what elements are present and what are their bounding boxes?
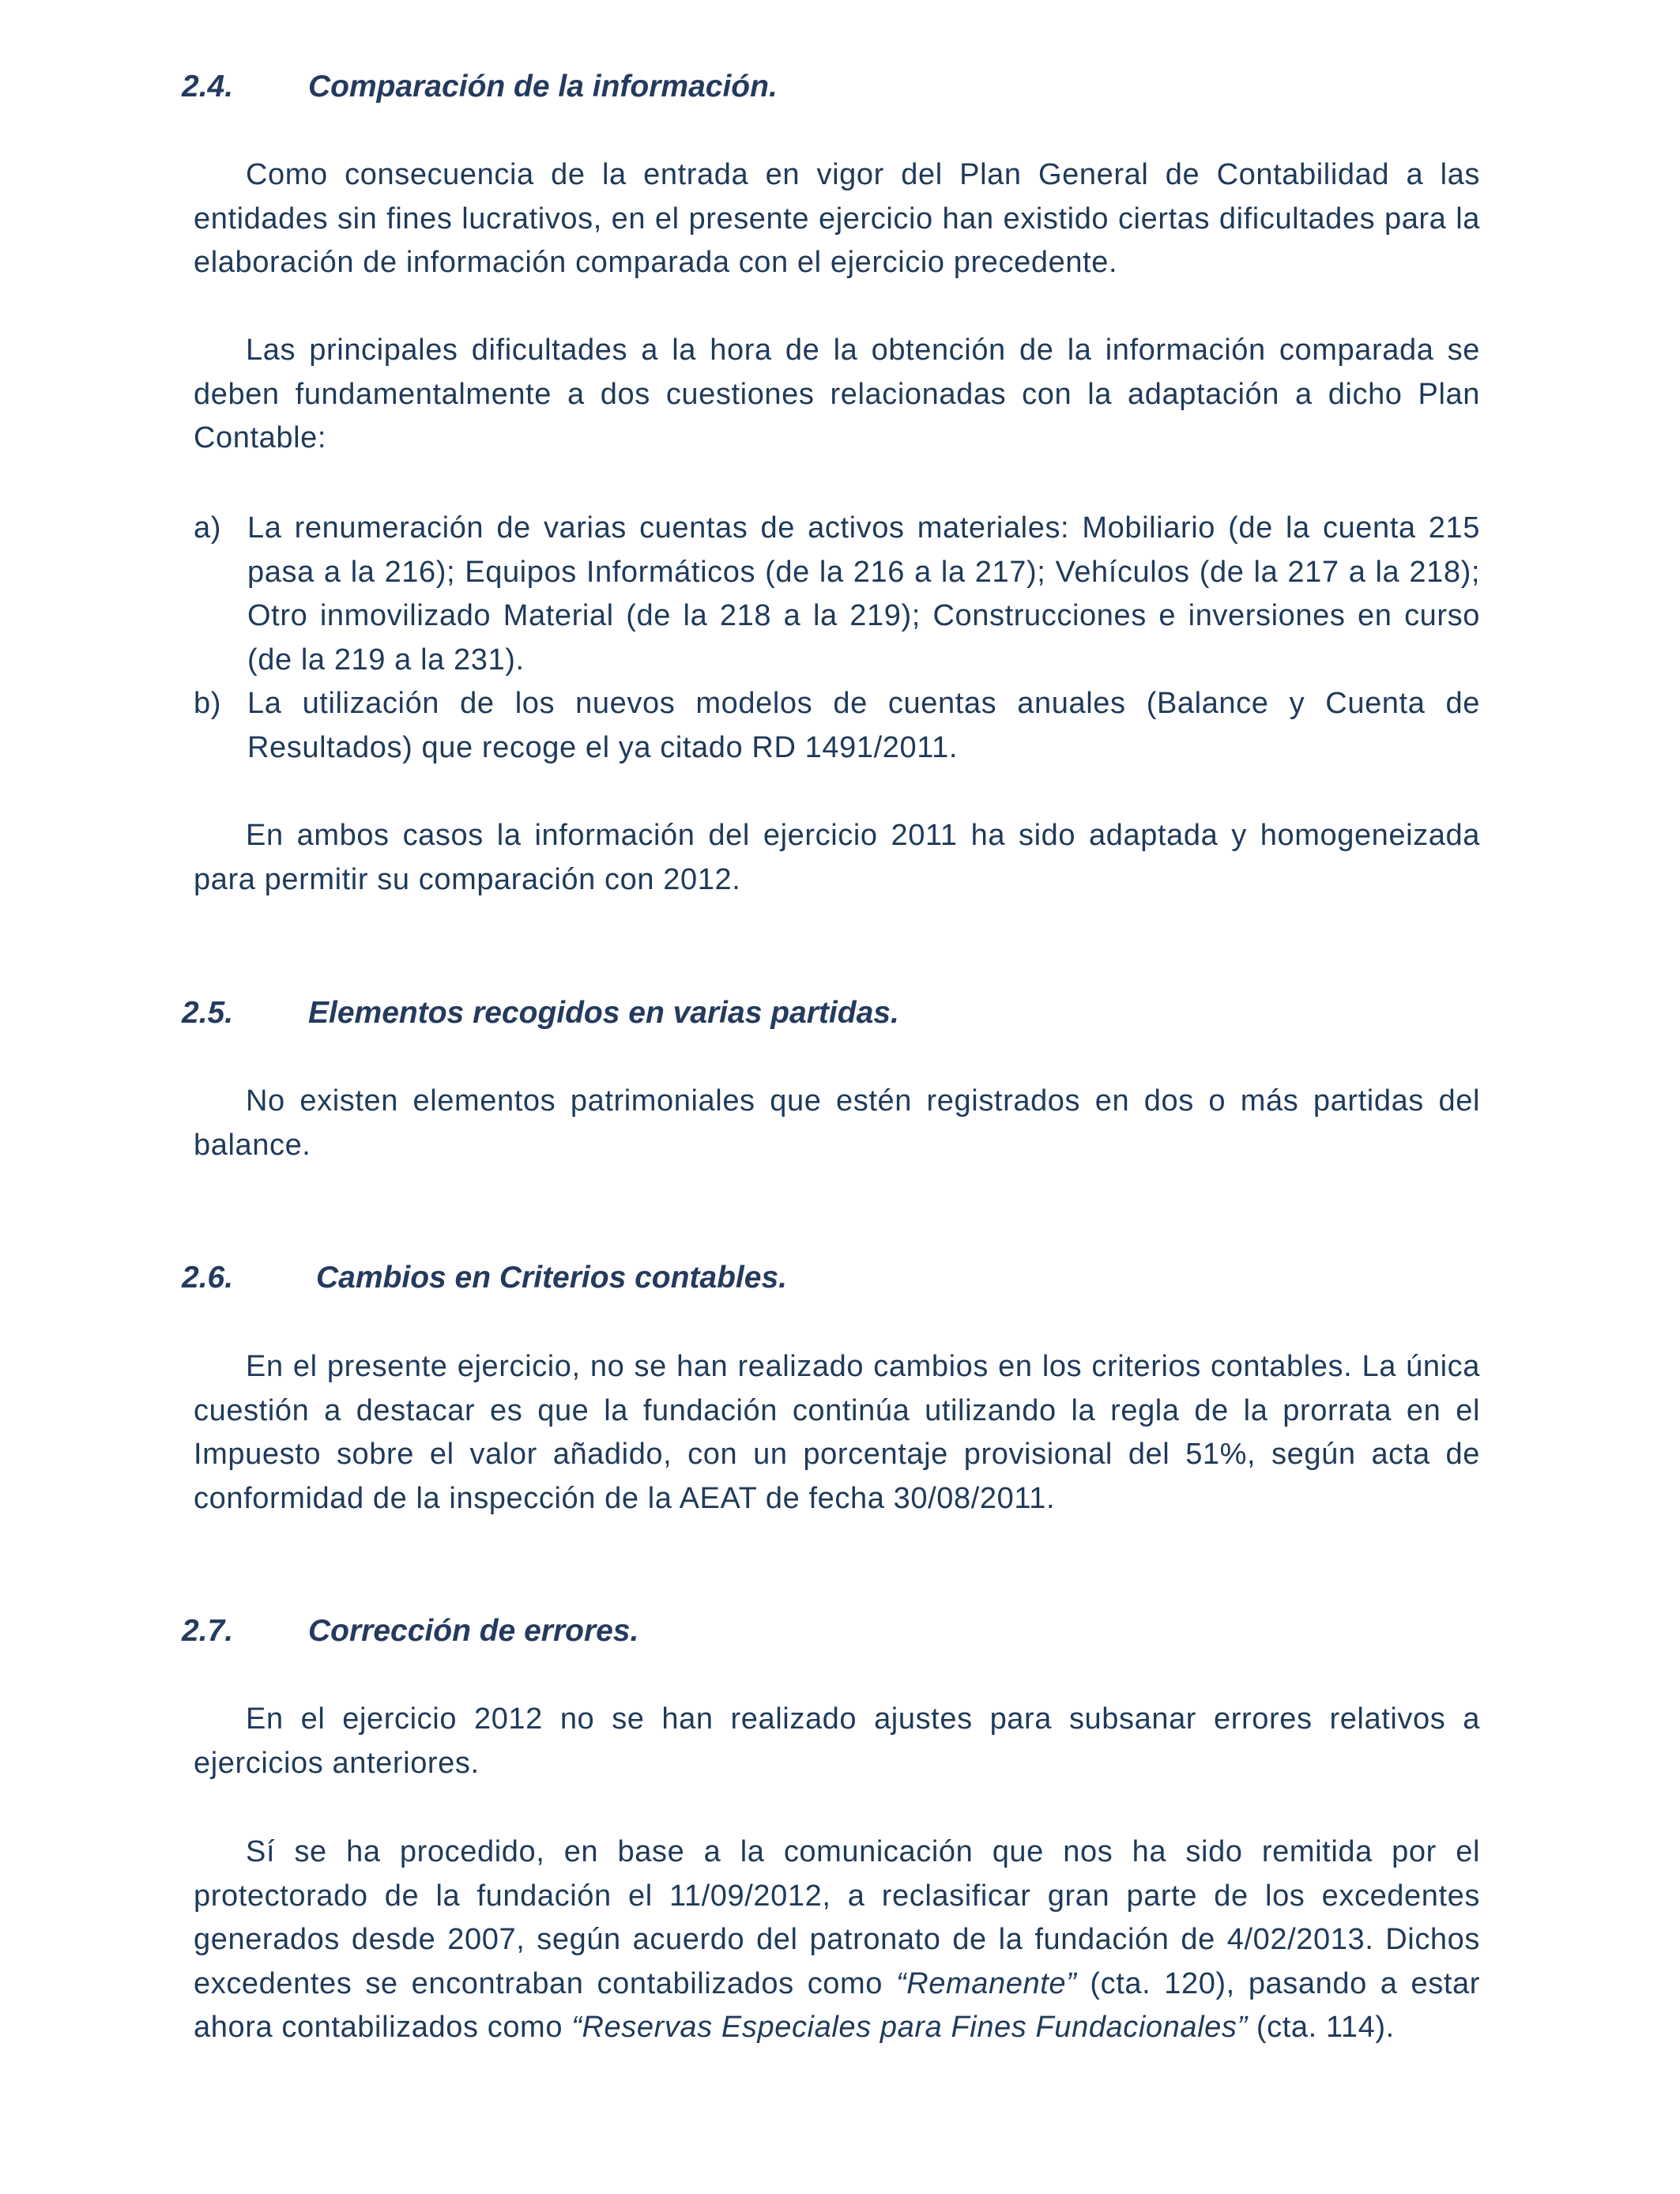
difficulties-list <box>194 507 1480 770</box>
list-item <box>194 507 1480 682</box>
list-item <box>194 682 1480 770</box>
paragraph-2-7-adjustments: En el ejercicio 2012 no se han realizado ajustes para subsanar errores relativos a ejercicios anteriores. <box>194 1702 1480 1780</box>
quoted-term-reservas: “Reservas Especiales para Fines Fundacionales” <box>571 2011 1248 2044</box>
section-heading-2-4 <box>182 65 778 109</box>
quoted-term-remanente: “Remanente” <box>896 1966 1077 2000</box>
section-heading-2-6 <box>182 1256 787 1300</box>
reclassification-text-2: (cta. 120), pasando a estar ahora contabilizados como <box>194 1966 1480 2044</box>
section-number: 2.5. <box>182 996 234 1030</box>
list-item-text: La utilización de los nuevos modelos de cuentas anuales (Balance y Cuenta de Resultados) que recoge el ya citado RD 1491/2011. <box>247 687 1480 764</box>
reclassification-text-1: Sí se ha procedido, en base a la comunicación que nos ha sido remitida por el protectorado de la fundación el 11/09/2012, a reclasificar gran parte de los excedentes generados desde 2007, según acuerdo del patronato de la fundación de 4/02/2013. Dichos excedentes se encontraban contabilizados como <box>194 1835 1480 2000</box>
section-number: 2.6. <box>182 1261 234 1295</box>
paragraph-2-6: En el presente ejercicio, no se han realizado cambios en los criterios contables. La única cuestión a destacar es que la fundación continúa utilizando la regla de la prorrata en el Impuesto sobre el valor añadido, con un porcentaje provisional del 51%, según acta de conformidad de la inspección de la AEAT de fecha 30/08/2011. <box>194 1350 1480 1515</box>
paragraph-2-5: No existen elementos patrimoniales que estén registrados en dos o más partidas del balance. <box>194 1084 1480 1162</box>
paragraph-2-4-intro: Como consecuencia de la entrada en vigor del Plan General de Contabilidad a las entidades sin fines lucrativos, en el presente ejercicio han existido ciertas dificultades para la elaboración de información comparada con el ejercicio precedente. <box>194 158 1480 279</box>
section-number: 2.7. <box>182 1614 234 1648</box>
list-marker: b) <box>194 687 221 720</box>
paragraph-2-4-conclusion: En ambos casos la información del ejercicio 2011 ha sido adaptada y homogeneizada para permitir su comparación con 2012. <box>194 819 1480 896</box>
list-marker: a) <box>194 511 221 545</box>
reclassification-text-3: (cta. 114). <box>1247 2011 1395 2044</box>
section-title: Elementos recogidos en varias partidas. <box>308 996 899 1030</box>
paragraph-2-4-difficulties: Las principales dificultades a la hora de la obtención de la información comparada se deben fundamentalmente a dos cuestiones relacionadas con la adaptación a dicho Plan Contable: <box>194 334 1480 454</box>
section-title: Corrección de errores. <box>308 1614 639 1648</box>
section-title: Cambios en Criterios contables. <box>316 1261 787 1295</box>
section-heading-2-5 <box>182 991 899 1035</box>
paragraph-2-7-reclassification <box>194 1830 1480 2050</box>
section-heading-2-7 <box>182 1609 638 1653</box>
section-title: Comparación de la información. <box>308 70 778 104</box>
list-item-text: La renumeración de varias cuentas de activos materiales: Mobiliario (de la cuenta 215 pasa a la 216); Equipos Informáticos (de la 216 a la 217); Vehículos (de la 217 a la 218); Otro inmovilizado Material (de la 218 a la 219); Construcciones e inversiones en curso (de la 219 a la 231). <box>247 511 1480 677</box>
section-number: 2.4. <box>182 70 234 104</box>
